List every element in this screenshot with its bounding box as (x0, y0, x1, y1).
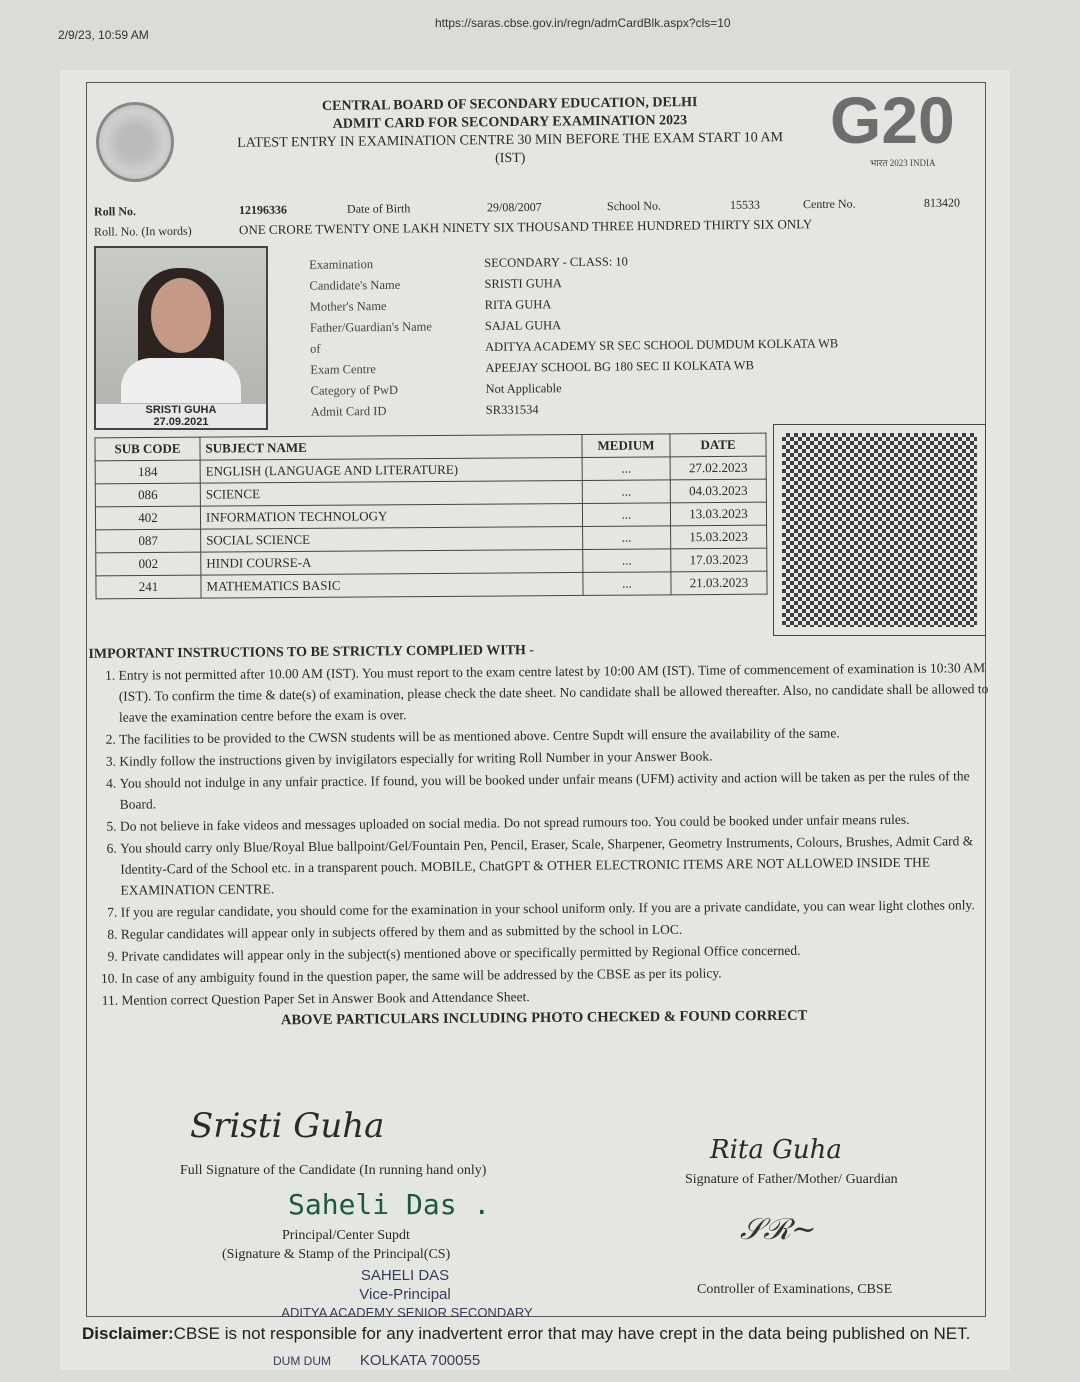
instruction-item: 11. Mention correct Question Paper Set in Answer Book and Attendance Sheet. (121, 982, 996, 1011)
detail-label: of (310, 341, 321, 356)
exam-date-cell: 21.03.2023 (671, 571, 767, 595)
dob-label: Date of Birth (346, 201, 411, 216)
exam-date-cell: 17.03.2023 (671, 548, 767, 572)
table-row (96, 571, 767, 599)
instruction-item: 10. In case of any ambiguity found in the question paper, the same will be addressed by the CBSE as per its policy. (121, 960, 996, 989)
instruction-item: 1. Entry is not permitted after 10.00 AM (IST). You must report to the exam centre latest by 10:00 AM (IST). Time of commencement of examination is 10:30 AM (IST). To confirm the time & date(s) of examination, please check the date sheet. No candidate shall be allowed thereafter. Also, no candidate shall be allowed to leave the examination centre before the exam is over. (119, 657, 995, 728)
detail-value: SRISTI GUHA (484, 276, 562, 291)
school-label: School No. (606, 198, 662, 214)
detail-label: Father/Guardian's Name (309, 319, 432, 335)
roll-words-value: ONE CRORE TWENTY ONE LAKH NINETY SIX THOUSAND THREE HUNDRED THIRTY SIX ONLY (238, 216, 813, 238)
controller-signature-icon: 𝒮ℛ~ (740, 1212, 817, 1247)
exam-date-cell: 27.02.2023 (670, 456, 766, 480)
exam-date-cell: 15.03.2023 (671, 525, 767, 549)
photo-date: 27.09.2021 (153, 416, 209, 428)
detail-label: Admit Card ID (310, 403, 387, 419)
sub-code-cell: 087 (96, 529, 201, 553)
instructions-list (89, 657, 997, 1011)
entry-note-tz: (IST) (495, 150, 526, 167)
candidate-signature-label: Full Signature of the Candidate (In running hand only) (180, 1163, 487, 1178)
principal-stamp-label: (Signature & Stamp of the Principal(CS) (222, 1247, 451, 1262)
subject-name-cell: SOCIAL SCIENCE (201, 526, 583, 552)
centre-label: Centre No. (802, 196, 856, 212)
instruction-item: 2. The facilities to be provided to the CWSN students will be as mentioned above. Centre Supdt will ensure the availability of the same. (119, 721, 994, 750)
col-subject-name: SUBJECT NAME (200, 434, 582, 460)
detail-value: RITA GUHA (484, 297, 552, 312)
medium-cell: ... (582, 503, 670, 527)
detail-value: SECONDARY - CLASS: 10 (484, 254, 628, 270)
instruction-item: 9. Private candidates will appear only in the subject(s) mentioned above or specifically permitted by Regional Office concerned. (121, 938, 996, 967)
exam-date-cell: 13.03.2023 (670, 502, 766, 526)
candidate-photo (94, 246, 268, 430)
g20-logo: G20 (830, 83, 955, 157)
instruction-item: 6. You should carry only Blue/Royal Blue ballpoint/Gel/Fountain Pen, Pencil, Eraser, Scale, Sharpener, Geometry Instruments, Colours, Brushes, Admit Card & Identity-Card of the School etc. in a transparent pouch. MOBILE, ChatGPT & OTHER ELECTRONIC ITEMS ARE NOT ALLOWED INSIDE THE EXAMINATION CENTRE. (120, 830, 996, 901)
principal-signature: Saheli Das . (288, 1188, 491, 1221)
sub-code-cell: 241 (96, 575, 201, 599)
stamp-school: ADITYA ACADEMY SENIOR SECONDARY (281, 1305, 533, 1320)
exam-date-cell: 04.03.2023 (670, 479, 766, 503)
subject-name-cell: INFORMATION TECHNOLOGY (200, 503, 582, 529)
card-title: ADMIT CARD FOR SECONDARY EXAMINATION 2023 (332, 113, 688, 132)
col-date: DATE (670, 433, 766, 457)
detail-label: Exam Centre (310, 362, 377, 377)
instruction-item: 8. Regular candidates will appear only in subjects offered by them and as submitted by the school in LOC. (121, 916, 996, 945)
medium-cell: ... (582, 457, 670, 481)
subject-name-cell: HINDI COURSE-A (201, 549, 583, 575)
stamp-title: Vice-Principal (359, 1286, 451, 1303)
instructions (88, 636, 996, 1033)
medium-cell: ... (583, 526, 671, 550)
sub-code-cell: 402 (95, 506, 200, 530)
candidate-details (309, 249, 839, 423)
controller-label: Controller of Examinations, CBSE (697, 1282, 893, 1297)
school-value: 15533 (729, 197, 761, 212)
centre-value: 813420 (923, 195, 961, 210)
sub-code-cell: 184 (95, 460, 200, 484)
parent-signature-label: Signature of Father/Mother/ Guardian (685, 1172, 898, 1187)
detail-value: APEEJAY SCHOOL BG 180 SEC II KOLKATA WB (485, 358, 754, 375)
roll-words-label: Roll. No. (In words) (93, 223, 192, 239)
col-sub-code: SUB CODE (95, 437, 200, 461)
detail-label: Candidate's Name (309, 277, 401, 293)
confirm-statement: ABOVE PARTICULARS INCLUDING PHOTO CHECKED & FOUND CORRECT (280, 1007, 808, 1029)
roll-value: 12196336 (238, 202, 288, 218)
instruction-item: 4. You should not indulge in any unfair practice. If found, you will be booked under unfair means (UFM) activity and action will be taken as per the rules of the Board. (119, 765, 994, 815)
detail-value: SAJAL GUHA (484, 318, 562, 333)
g20-logo-sub: भारत 2023 INDIA (870, 158, 936, 168)
instructions-title: IMPORTANT INSTRUCTIONS TO BE STRICTLY COMPLIED WITH - (88, 643, 535, 662)
stamp-place: DUM DUM (273, 1354, 331, 1368)
instruction-item: 5. Do not believe in fake videos and messages uploaded on social media. Do not spread rumours too. You could be booked under unfair means rules. (120, 808, 995, 837)
principal-label: Principal/Center Supdt (282, 1228, 410, 1243)
roll-label: Roll No. (93, 204, 137, 219)
instruction-item: 3. Kindly follow the instructions given by invigilators especially for writing Roll Number in your Answer Book. (119, 743, 994, 772)
entry-note: LATEST ENTRY IN EXAMINATION CENTRE 30 MIN BEFORE THE EXAM START 10 AM (237, 130, 784, 151)
candidate-signature: Sristi Guha (190, 1106, 385, 1146)
photo-name: SRISTI GUHA (145, 404, 217, 416)
subject-name-cell: MATHEMATICS BASIC (201, 572, 583, 598)
detail-value: SR331534 (485, 402, 539, 417)
col-medium: MEDIUM (582, 434, 670, 458)
disclaimer-text: CBSE is not responsible for any inadvertent error that may have crept in the data being published on NET. (173, 1324, 971, 1343)
detail-label: Examination (309, 257, 374, 272)
subject-name-cell: SCIENCE (200, 480, 582, 506)
header (190, 93, 831, 172)
dob-value: 29/08/2007 (486, 199, 542, 215)
sub-code-cell: 002 (96, 552, 201, 576)
medium-cell: ... (583, 572, 671, 596)
board-title: CENTRAL BOARD OF SECONDARY EDUCATION, DELHI (321, 95, 698, 114)
stamp-name: SAHELI DAS (360, 1267, 450, 1284)
medium-cell: ... (582, 480, 670, 504)
detail-value: ADITYA ACADEMY SR SEC SCHOOL DUMDUM KOLKATA WB (485, 336, 839, 354)
subjects-table (94, 433, 767, 600)
print-url: https://saras.cbse.gov.in/regn/admCardBlk.aspx?cls=10 (435, 16, 731, 30)
qr-code (773, 424, 986, 636)
cbse-seal-logo (96, 102, 174, 182)
parent-signature: Rita Guha (710, 1135, 842, 1165)
disclaimer-label: Disclaimer: (82, 1324, 174, 1343)
disclaimer (82, 1324, 970, 1344)
detail-label: Mother's Name (309, 298, 387, 314)
detail-value: Not Applicable (485, 381, 562, 396)
print-timestamp: 2/9/23, 10:59 AM (58, 28, 149, 42)
subject-name-cell: ENGLISH (LANGUAGE AND LITERATURE) (200, 457, 582, 483)
sub-code-cell: 086 (95, 483, 200, 507)
medium-cell: ... (583, 549, 671, 573)
stamp-city: KOLKATA 700055 (359, 1352, 481, 1369)
instruction-item: 7. If you are regular candidate, you should come for the examination in your school uniform only. If you are a private candidate, you can wear light clothes only. (121, 894, 996, 923)
detail-label: Category of PwD (310, 382, 399, 398)
